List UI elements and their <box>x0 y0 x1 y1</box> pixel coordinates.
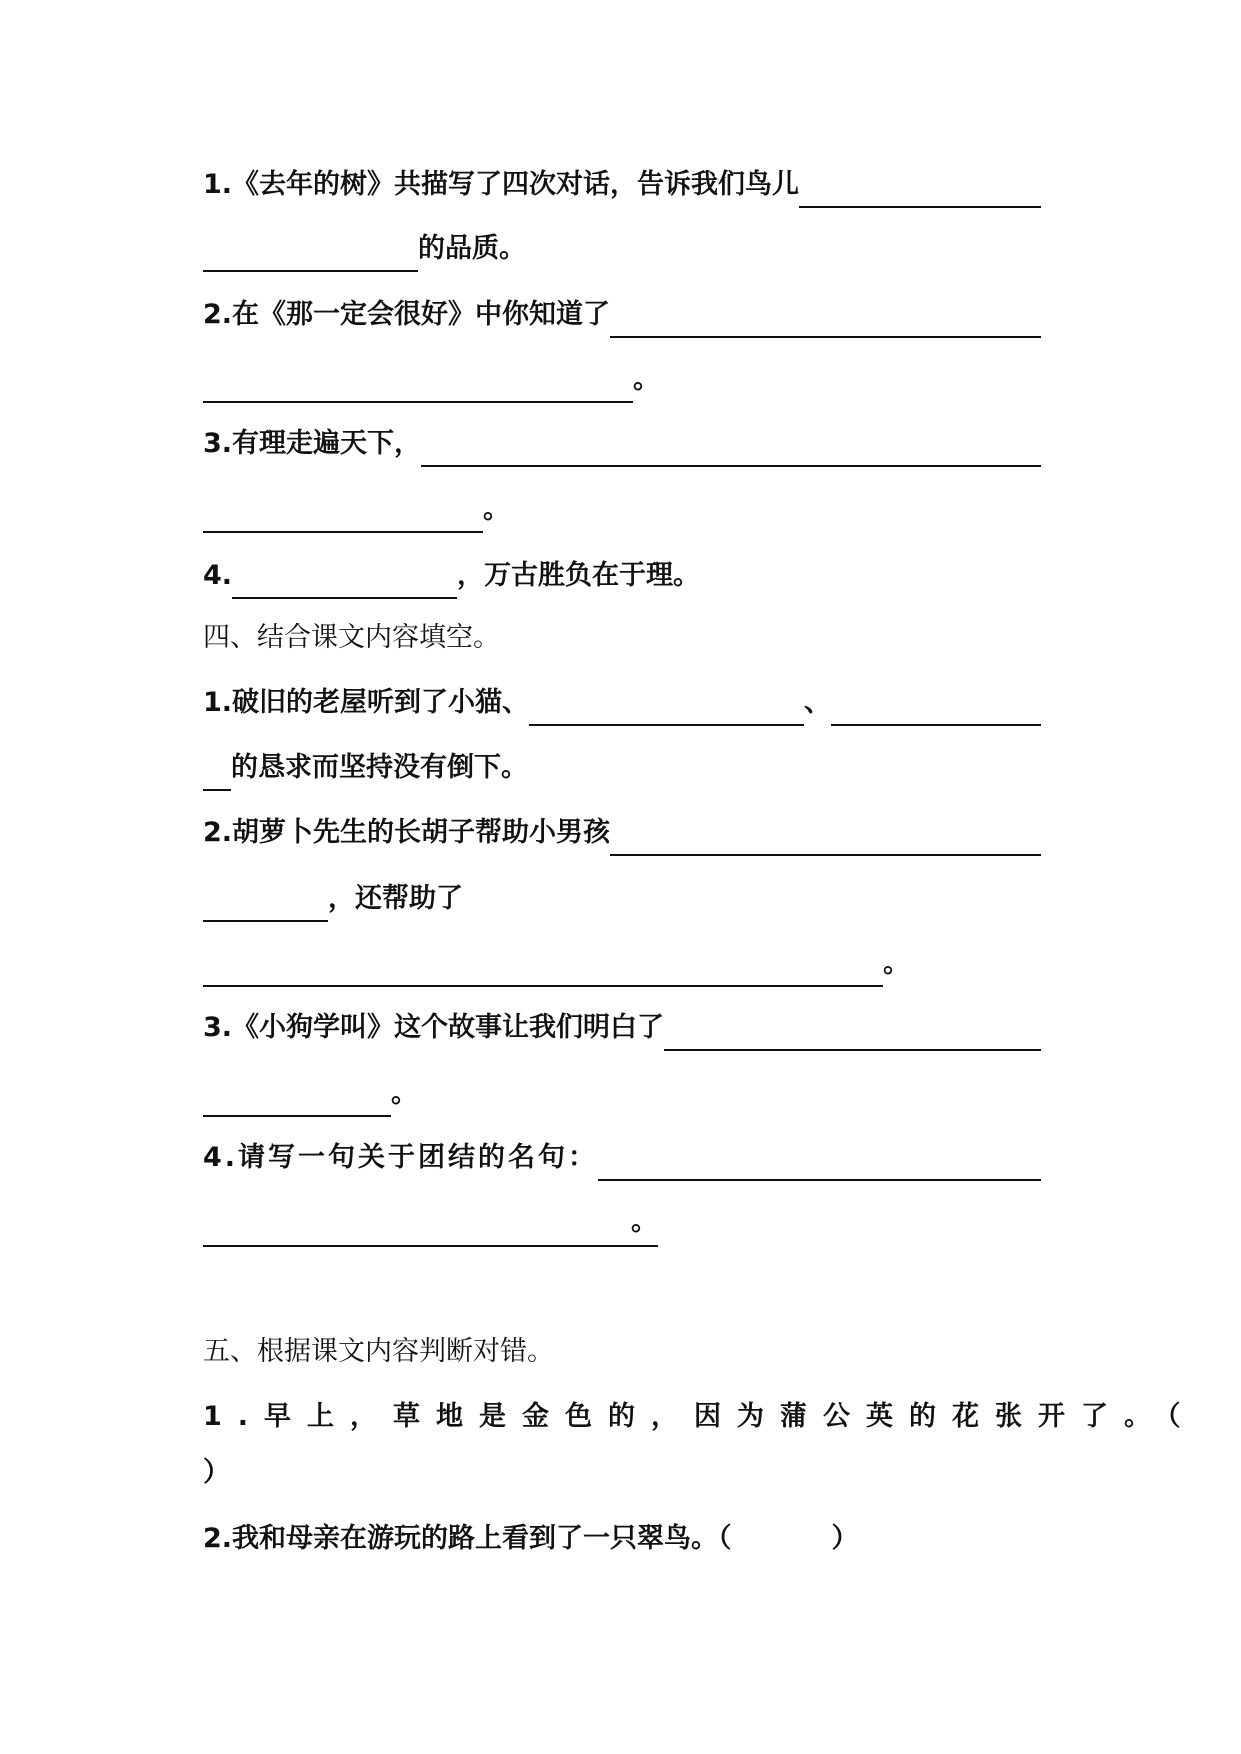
s5-q2-close-paren: ） <box>831 1523 859 1554</box>
s3-q2-line2 <box>203 357 1041 403</box>
s3-q3-text: 3.有理走遍天下， <box>203 428 422 459</box>
s4-q1-blank-b[interactable] <box>831 688 1041 726</box>
s3-q4-suffix: ，万古胜负在于理。 <box>457 560 701 591</box>
s4-q1-line1 <box>203 680 1041 726</box>
s4-q3-suffix: 。 <box>391 1078 418 1109</box>
s4-q2-blank-c[interactable] <box>203 949 883 987</box>
s4-q4-line1 <box>203 1135 1041 1181</box>
s3-q1-suffix: 的品质。 <box>418 233 526 264</box>
s3-q1-line1 <box>203 162 1041 208</box>
s4-q3-blank-a[interactable] <box>664 1013 1041 1051</box>
s4-q2-line3 <box>203 941 1041 987</box>
s5-q2-line <box>203 1516 1041 1562</box>
s4-q2-line1 <box>203 810 1041 856</box>
s3-q4-line <box>203 553 1041 599</box>
s3-q2-suffix: 。 <box>633 364 660 395</box>
section5-heading-text: 五、根据课文内容判断对错。 <box>203 1336 554 1367</box>
s3-q2-blank-a[interactable] <box>610 300 1041 338</box>
s3-q3-line1 <box>203 421 1041 467</box>
s4-q4-blank-b[interactable] <box>203 1209 631 1247</box>
s4-q1-line2 <box>203 745 1041 791</box>
section5-heading <box>203 1329 1041 1375</box>
s4-q4-text: 4.请写一句关于团结的名句： <box>203 1142 599 1173</box>
s5-q1-line2 <box>203 1450 1041 1496</box>
s4-q2-text: 2.胡萝卜先生的长胡子帮助小男孩 <box>203 817 611 848</box>
s4-q2-line2 <box>203 876 1041 922</box>
s4-q1-text: 1.破旧的老屋听到了小猫、 <box>203 687 530 718</box>
s4-q2-middle: ，还帮助了 <box>328 883 463 914</box>
s3-q1-blank-a[interactable] <box>799 170 1041 208</box>
section4-heading <box>203 615 1041 661</box>
s3-q4-prefix: 4. <box>203 560 233 591</box>
s3-q1-text: 1.《去年的树》共描写了四次对话，告诉我们鸟儿 <box>203 169 800 200</box>
s3-q3-line2 <box>203 487 1041 533</box>
s5-q2-text: 2.我和母亲在游玩的路上看到了一只翠鸟。（ <box>203 1523 732 1554</box>
s5-q1-text: 1.早上，草地是金色的，因为蒲公英的花张开了。（ <box>203 1401 1197 1432</box>
s4-q3-text: 3.《小狗学叫》这个故事让我们明白了 <box>203 1012 665 1043</box>
s3-q3-blank-a[interactable] <box>421 429 1041 467</box>
s4-q2-blank-b[interactable] <box>203 884 328 922</box>
s4-q4-line2 <box>203 1201 1041 1247</box>
s3-q1-blank-b[interactable] <box>203 234 418 272</box>
section4-heading-text: 四、结合课文内容填空。 <box>203 622 500 653</box>
s3-q3-blank-b[interactable] <box>203 495 483 533</box>
s3-q2-line1 <box>203 292 1041 338</box>
s4-q1-separator: 、 <box>804 687 832 718</box>
s4-q3-line2 <box>203 1071 1041 1117</box>
s3-q2-blank-b[interactable] <box>203 365 633 403</box>
s4-q2-blank-a[interactable] <box>610 818 1041 856</box>
s4-q2-suffix: 。 <box>883 948 910 979</box>
s3-q4-blank[interactable] <box>232 561 457 599</box>
s5-q1-close-paren: ） <box>203 1457 230 1488</box>
s4-q1-suffix: 的恳求而坚持没有倒下。 <box>231 752 528 783</box>
s4-q3-line1 <box>203 1005 1041 1051</box>
s4-q3-blank-b[interactable] <box>203 1079 391 1117</box>
s3-q3-suffix: 。 <box>483 494 510 525</box>
s4-q1-blank-c[interactable] <box>203 753 231 791</box>
s4-q4-suffix: 。 <box>631 1199 658 1247</box>
s4-q4-blank-a[interactable] <box>598 1143 1041 1181</box>
s4-q1-blank-a[interactable] <box>529 688 804 726</box>
s3-q1-line2 <box>203 226 1041 272</box>
s5-q1-line1 <box>203 1394 1197 1440</box>
s3-q2-text: 2.在《那一定会很好》中你知道了 <box>203 299 611 330</box>
